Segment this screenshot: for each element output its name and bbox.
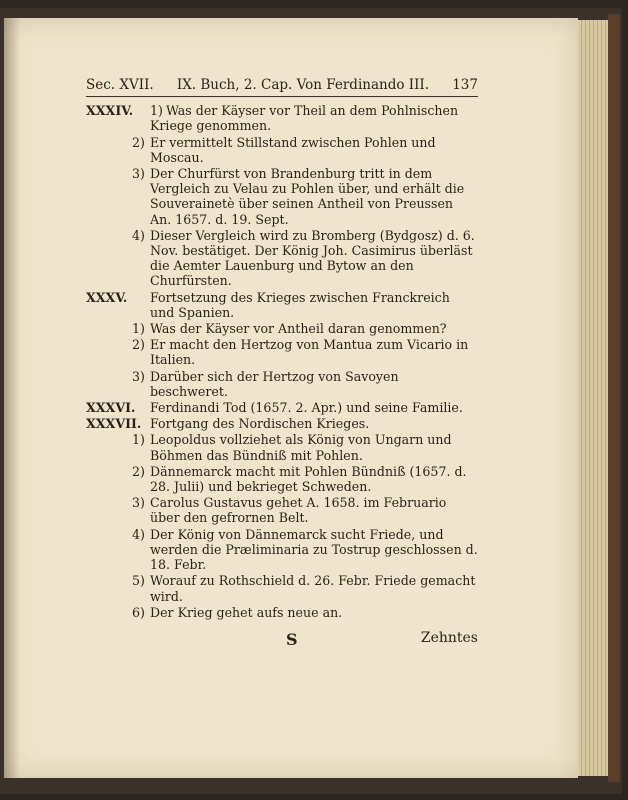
sub-item — [132, 527, 478, 573]
gutter-shadow — [4, 18, 20, 778]
sub-item — [132, 573, 478, 603]
entry-heading: Fortgang des Nordischen Krieges. — [150, 416, 370, 432]
sub-item — [132, 166, 478, 227]
sub-item-number: 2) — [132, 134, 145, 150]
sub-item-number: 2) — [132, 337, 145, 353]
sub-item-number: 3) — [132, 368, 145, 384]
running-header — [86, 78, 478, 97]
entry-text — [150, 416, 478, 431]
entry-heading: Ferdinandi Tod (1657. 2. Apr.) und seine Familie. — [150, 400, 463, 416]
entry-text — [150, 290, 478, 320]
sub-item-text: Dännemarck macht mit Pohlen Bündniß (1657. d. 28. Julii) und bekrieget Schweden. — [150, 463, 467, 495]
sub-item-number: 3) — [132, 166, 145, 182]
entry-item-number: 1) — [150, 103, 163, 119]
summary-list — [86, 103, 478, 620]
sub-item — [132, 432, 478, 462]
entry-roman-numeral: XXXVII. — [86, 416, 142, 432]
sub-item-number: 1) — [132, 432, 145, 448]
sub-item-text: Der Churfürst von Brandenburg tritt in dem Vergleich zu Velau zu Pohlen über, und erhält die Souverainetè über seinen Antheil von Preussen An. 1657. d. 19. Sept. — [150, 166, 465, 227]
entry-roman-numeral: XXXVI. — [86, 400, 136, 416]
entry-heading: Was der Käyser vor Theil an dem Pohlnischen Kriege genommen. — [150, 103, 459, 134]
sub-item — [132, 337, 478, 367]
sub-item-number: 5) — [132, 573, 145, 589]
catchword: Zehntes — [420, 630, 478, 646]
header-section: Sec. XVII. — [86, 77, 154, 93]
sub-item — [132, 369, 478, 399]
signature-mark: S — [286, 630, 298, 649]
sub-item-number: 3) — [132, 495, 145, 511]
entry-roman-numeral: XXXIV. — [86, 103, 134, 119]
sub-item-number: 6) — [132, 604, 145, 620]
sub-item-text: Der Krieg gehet aufs neue an. — [150, 604, 343, 620]
page-content — [86, 78, 478, 621]
page-number: 137 — [452, 77, 478, 93]
sub-item-text: Carolus Gustavus gehet A. 1658. im Februario über den gefrornen Belt. — [150, 495, 447, 526]
entry-heading: Fortsetzung des Krieges zwischen Franckreich und Spanien. — [150, 289, 450, 320]
entry — [86, 400, 478, 415]
sub-item-number: 1) — [132, 321, 145, 337]
header-title: IX. Buch, 2. Cap. Von Ferdinando III. — [176, 77, 430, 93]
entry-text — [150, 400, 478, 415]
sub-item — [132, 464, 478, 494]
sub-item-text: Dieser Vergleich wird zu Bromberg (Bydgosz) d. 6. Nov. bestätiget. Der König Joh. Casimirus überläst die Aemter Lauenburg und Bytow an den Churfürsten. — [150, 227, 475, 289]
sub-item-text: Worauf zu Rothschield d. 26. Febr. Friede gemacht wird. — [150, 573, 476, 604]
sub-item-text: Was der Käyser vor Antheil daran genommen? — [150, 321, 447, 337]
sub-item — [132, 605, 478, 620]
sub-item-number: 4) — [132, 526, 145, 542]
entry — [86, 290, 478, 320]
sub-item — [132, 321, 478, 336]
entry-roman-numeral: XXXV. — [86, 289, 128, 305]
sub-item-text: Er macht den Hertzog von Mantua zum Vicario in Italien. — [150, 337, 469, 368]
sub-item-text: Er vermittelt Stillstand zwischen Pohlen und Moscau. — [150, 134, 436, 165]
entry — [86, 103, 478, 133]
sub-item-number: 2) — [132, 463, 145, 479]
page-edges — [578, 20, 608, 776]
sub-item — [132, 495, 478, 525]
sub-item — [132, 228, 478, 289]
sub-item-text: Der König von Dännemarck sucht Friede, und werden die Præliminaria zu Tostrup geschlossen d. 18. Febr. — [150, 526, 478, 573]
entry-text — [150, 103, 478, 133]
sub-item-text: Leopoldus vollziehet als König von Ungarn und Böhmen das Bündniß mit Pohlen. — [150, 432, 452, 463]
sub-item — [132, 135, 478, 165]
sub-item-text: Darüber sich der Hertzog von Savoyen beschweret. — [150, 368, 399, 399]
entry — [86, 416, 478, 431]
sub-item-number: 4) — [132, 227, 145, 243]
book-cover — [608, 14, 620, 782]
